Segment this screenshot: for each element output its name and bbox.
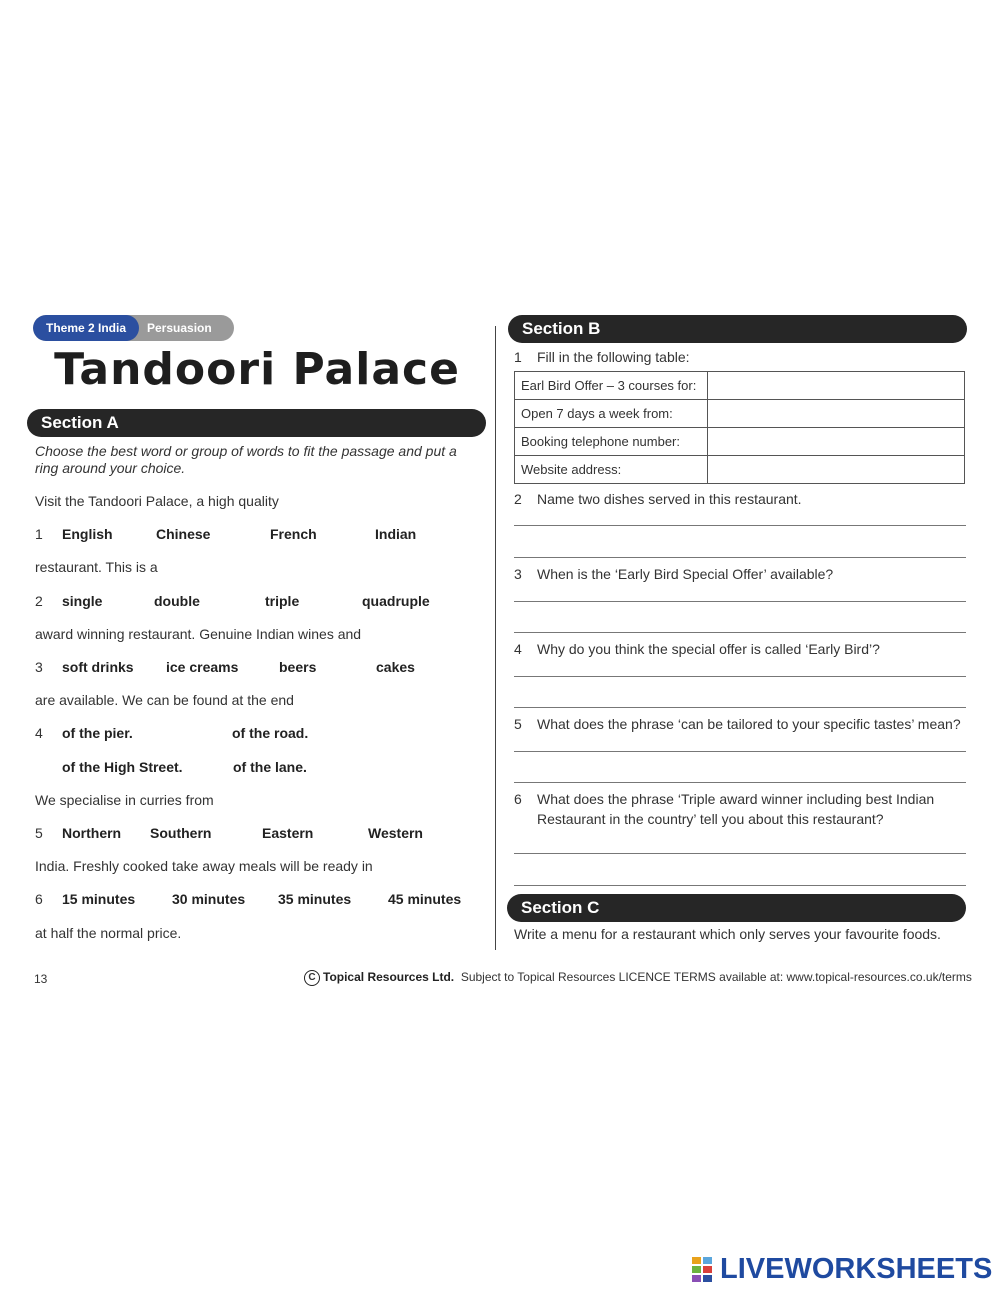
answer-line[interactable] [514,853,966,854]
option-soft-drinks[interactable]: soft drinks [62,659,134,675]
passage-line: are available. We can be found at the end [35,692,294,708]
option-single[interactable]: single [62,593,103,609]
option-southern[interactable]: Southern [150,825,212,841]
option-double[interactable]: double [154,593,200,609]
option-french[interactable]: French [270,526,317,542]
column-divider [495,326,496,950]
answer-cell[interactable] [707,400,964,428]
option-triple[interactable]: triple [265,593,300,609]
answer-line[interactable] [514,557,966,558]
genre-label: Persuasion [147,321,212,335]
answer-line[interactable] [514,782,966,783]
question-number: 5 [514,716,522,732]
theme-label: Theme 2 India [33,315,139,341]
answer-line[interactable] [514,525,966,526]
table-row [515,372,965,400]
question-text-line-2: Restaurant in the country’ tell you about this restaurant? [537,811,884,827]
option-45-minutes[interactable]: 45 minutes [388,891,462,907]
info-table [514,371,965,484]
passage-line: India. Freshly cooked take away meals will be ready in [35,858,373,874]
passage-line: We specialise in curries from [35,792,214,808]
question-text: Name two dishes served in this restaurant. [537,491,802,507]
answer-line[interactable] [514,601,966,602]
answer-line[interactable] [514,751,966,752]
table-label: Booking telephone number: [515,428,708,456]
option-of-the-high-street[interactable]: of the High Street. [62,759,183,775]
question-number: 6 [35,891,43,907]
instructions-line-2: ring around your choice. [35,460,186,476]
option-ice-creams[interactable]: ice creams [166,659,239,675]
theme-pill [33,315,234,341]
passage-line: award winning restaurant. Genuine Indian wines and [35,626,362,642]
option-35-minutes[interactable]: 35 minutes [278,891,352,907]
option-15-minutes[interactable]: 15 minutes [62,891,136,907]
section-c-header: Section C [507,894,966,922]
question-number: 5 [35,825,43,841]
table-label: Open 7 days a week from: [515,400,708,428]
question-text-line-1: What does the phrase ‘Triple award winner including best Indian [537,791,935,807]
option-chinese[interactable]: Chinese [156,526,211,542]
question-number: 3 [514,566,522,582]
company-name: Topical Resources Ltd. [323,970,455,985]
table-label: Website address: [515,456,708,484]
passage-line: Visit the Tandoori Palace, a high quality [35,493,279,509]
question-number: 2 [514,491,522,507]
answer-line[interactable] [514,707,966,708]
option-northern[interactable]: Northern [62,825,122,841]
question-number: 1 [35,526,43,542]
page-number: 13 [34,972,48,986]
question-number: 2 [35,593,43,609]
option-of-the-lane[interactable]: of the lane. [233,759,307,775]
option-cakes[interactable]: cakes [376,659,415,675]
answer-cell[interactable] [707,372,964,400]
option-western[interactable]: Western [368,825,423,841]
question-text: When is the ‘Early Bird Special Offer’ available? [537,566,834,582]
question-text: Fill in the following table: [537,349,690,365]
live-blocks-icon [690,1255,716,1283]
licence-terms: Subject to Topical Resources LICENCE TERMS available at: www.topical-resources.co.uk/terms [460,970,972,985]
table-row [515,400,965,428]
option-indian[interactable]: Indian [375,526,417,542]
copyright-icon: C [304,970,320,986]
table-label: Earl Bird Offer – 3 courses for: [515,372,708,400]
page-title: Tandoori Palace [54,344,460,395]
option-of-the-pier[interactable]: of the pier. [62,725,133,741]
option-english[interactable]: English [62,526,113,542]
instructions-line-1: Choose the best word or group of words to fit the passage and put a [35,443,457,459]
section-c-prompt: Write a menu for a restaurant which only serves your favourite foods. [514,926,941,942]
question-text: Why do you think the special offer is called ‘Early Bird’? [537,641,880,657]
question-number: 4 [35,725,43,741]
option-beers[interactable]: beers [279,659,317,675]
table-row [515,428,965,456]
option-eastern[interactable]: Eastern [262,825,314,841]
question-number: 6 [514,791,522,807]
passage-line: at half the normal price. [35,925,182,941]
question-number: 3 [35,659,43,675]
option-30-minutes[interactable]: 30 minutes [172,891,246,907]
passage-line: restaurant. This is a [35,559,158,575]
option-of-the-road[interactable]: of the road. [232,725,309,741]
question-text: What does the phrase ‘can be tailored to your specific tastes’ mean? [537,716,961,732]
answer-line[interactable] [514,632,966,633]
question-number: 4 [514,641,522,657]
answer-cell[interactable] [707,428,964,456]
question-number: 1 [514,349,522,365]
section-a-header: Section A [27,409,486,437]
copyright-footer [304,970,972,986]
table-row [515,456,965,484]
answer-line[interactable] [514,885,966,886]
section-b-header: Section B [508,315,967,343]
liveworksheets-text: LIVEWORKSHEETS [720,1253,993,1285]
answer-line[interactable] [514,676,966,677]
answer-cell[interactable] [707,456,964,484]
option-quadruple[interactable]: quadruple [362,593,430,609]
